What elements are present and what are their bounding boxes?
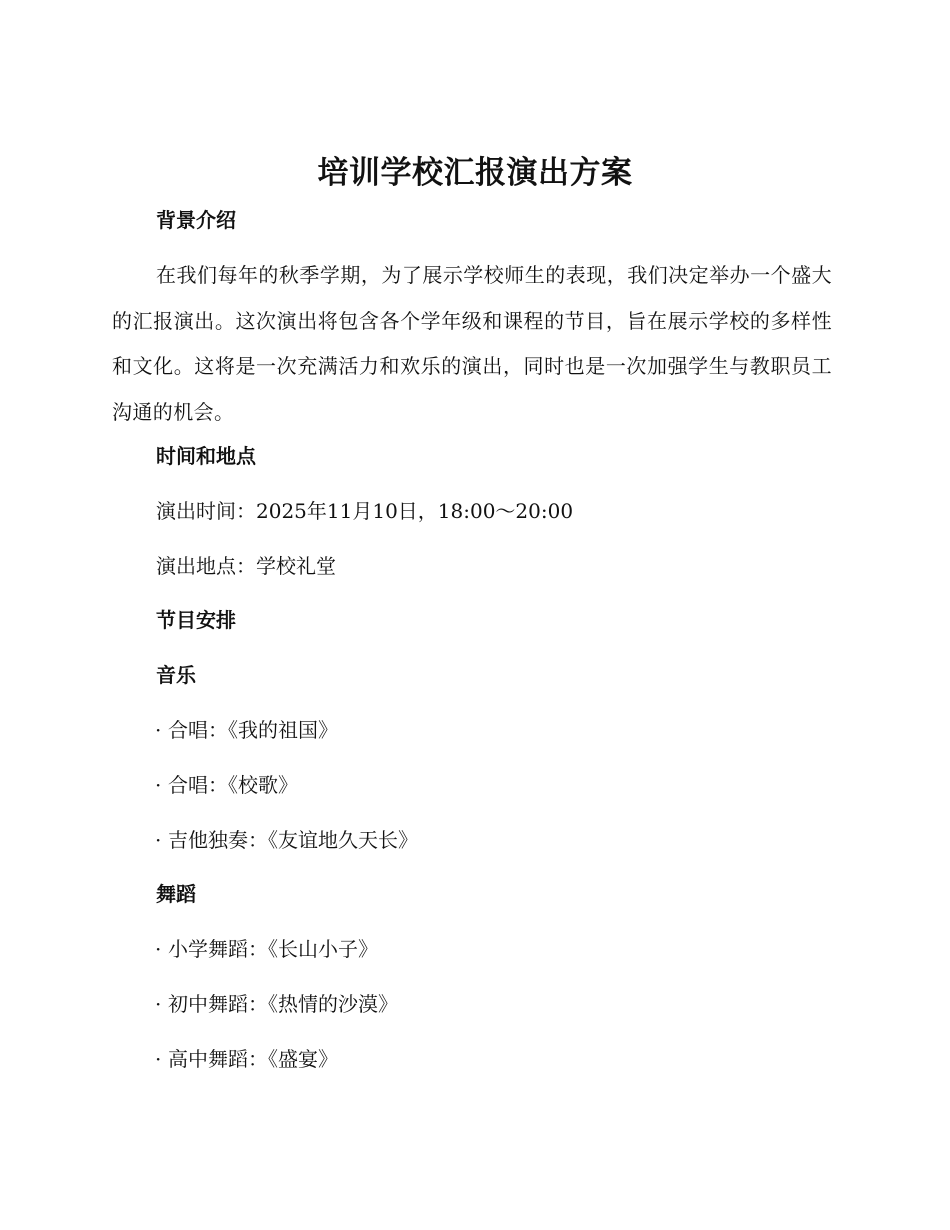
bullet-icon: · (155, 1047, 162, 1071)
section-heading-time-place: 时间和地点 (156, 444, 256, 468)
background-paragraph: 在我们每年的秋季学期，为了展示学校师生的表现，我们决定举办一个盛大的汇报演出。这次演出将包含各个学年级和课程的节目，旨在展示学校的多样性和文化。这将是一次充满活力和欢乐的演出，同时也是一次加强学生与教职员工沟通的机会。 (112, 263, 832, 424)
list-item (155, 934, 378, 964)
bullet-icon: · (155, 773, 162, 797)
bullet-icon: · (155, 828, 162, 852)
bullet-icon: · (155, 937, 162, 961)
dance-item-1: 小学舞蹈：《长山小子》 (168, 937, 378, 961)
section-heading-background: 背景介绍 (156, 208, 236, 232)
list-item (155, 1044, 338, 1074)
section-heading-program: 节目安排 (156, 608, 236, 632)
list-item (155, 825, 418, 855)
music-item-2: 合唱：《校歌》 (168, 773, 298, 797)
subsection-heading-dance: 舞蹈 (156, 882, 196, 906)
list-item (155, 770, 298, 800)
music-item-3: 吉他独奏：《友谊地久天长》 (168, 828, 418, 852)
subsection-heading-music: 音乐 (156, 663, 196, 687)
bullet-icon: · (155, 992, 162, 1016)
performance-time: 演出时间：2025年11月10日，18:00～20:00 (156, 499, 574, 523)
dance-item-2: 初中舞蹈：《热情的沙漠》 (168, 992, 398, 1016)
list-item (155, 715, 338, 745)
list-item (155, 989, 398, 1019)
performance-place: 演出地点：学校礼堂 (156, 554, 336, 578)
document-title: 培训学校汇报演出方案 (317, 155, 633, 191)
bullet-icon: · (155, 718, 162, 742)
dance-item-3: 高中舞蹈：《盛宴》 (168, 1047, 338, 1071)
music-item-1: 合唱：《我的祖国》 (168, 718, 338, 742)
